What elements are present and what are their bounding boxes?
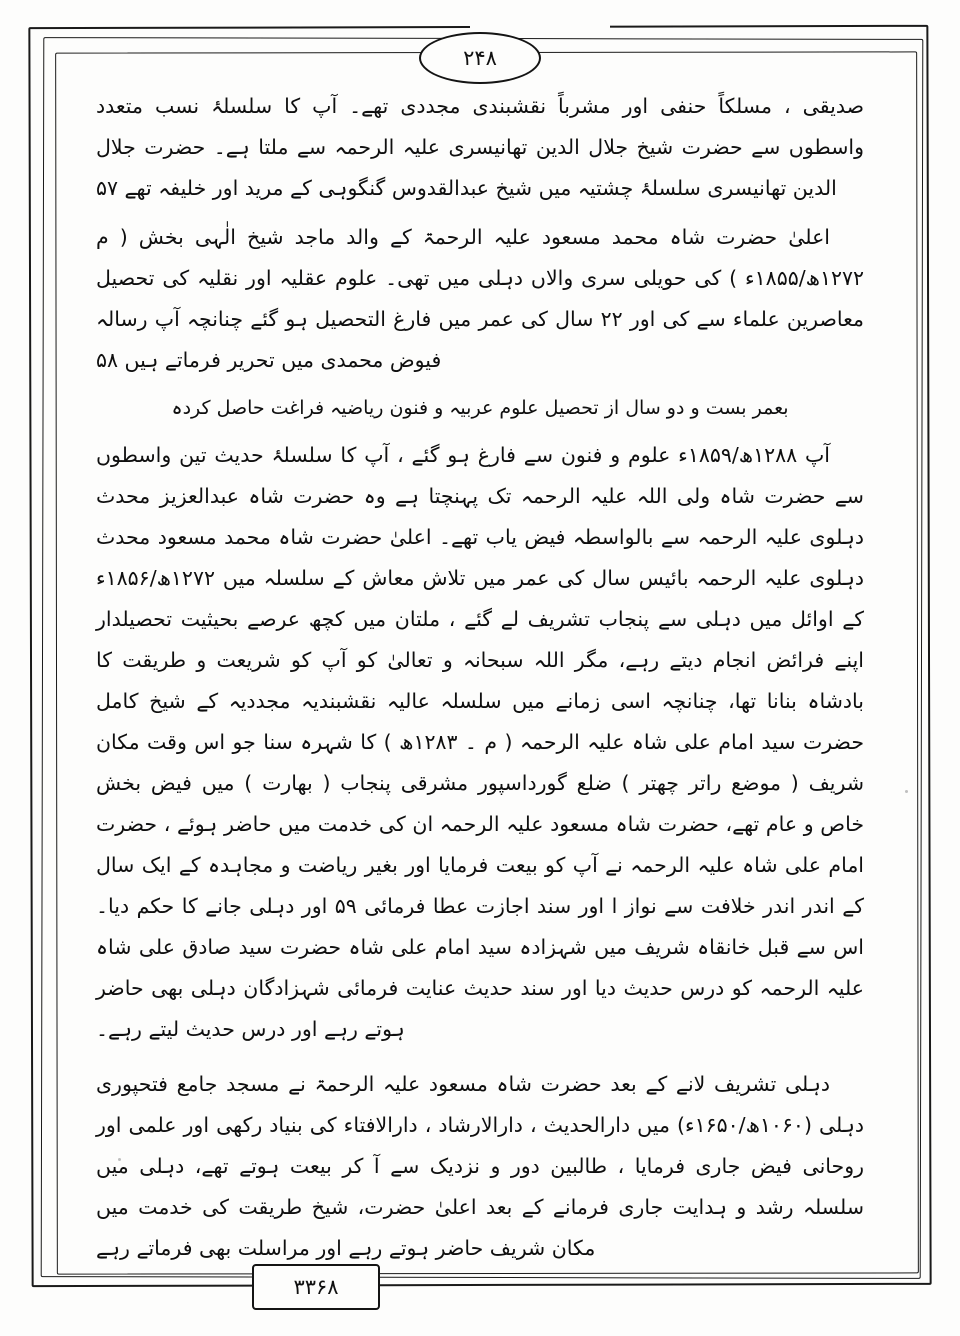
header-page-number: ۲۴۸ <box>419 32 541 84</box>
footer-page-number: ۳۳۶۸ <box>252 1264 380 1310</box>
paragraph-4: آپ ۱۲۸۸ھ/۱۸۵۹ء علوم و فنون سے فارغ ہو گئے ، آپ کا سلسلۂ حدیث تین واسطوں سے حضرت شاہ ولی اللہ علیہ الرحمہ تک پہنچتا ہے وہ حضرت شاہ عبدالعزیز محدث دہلوی علیہ الرحمہ سے بالواسطہ فیض یاب تھے۔ اعلیٰ حضرت شاہ محمد مسعود محدث دہلوی علیہ الرحمہ بائیس سال کی عمر میں تلاش معاش کے سلسلہ میں ۱۲۷۲ھ/۱۸۵۶ء کے اوائل میں دہلی سے پنجاب تشریف لے گئے ، ملتان میں کچھ عرصے بحیثیت تحصیلدار اپنے فرائض انجام دیتے رہے، مگر اللہ سبحانہ و تعالیٰ کو آپ کو شریعت و طریقت کا بادشاہ بنانا تھا، چنانچہ اسی زمانے میں سلسلہ عالیہ نقشبندیہ مجددیہ کے شیخ کامل حضرت سید امام علی شاہ علیہ الرحمہ ( م ۔ ۱۲۸۳ھ ) کا شہرہ سنا جو اس وقت مکان شریف ( موضع راتر چھتر ) ضلع گورداسپور مشرقی پنجاب ( بھارت ) میں فیض بخش خاص و عام تھے، حضرت شاہ مسعود علیہ الرحمہ ان کی خدمت میں حاضر ہوئے ، حضرت امام علی شاہ علیہ الرحمہ نے آپ کو بیعت فرمایا اور بغیر ریاضت و مجاہدہ کے ایک سال کے اندر اندر خلافت سے نواز ا اور سند اجازت عطا فرمائی ۵۹ اور دہلی جانے کا حکم دیا۔ اس سے قبل خانقاہ شریف میں شہزادہ سید امام علی شاہ حضرت سید صادق علی شاہ علیہ الرحمہ کو درس حدیث دیا اور سند حدیث عنایت فرمائی شہزادگان دہلی بھی حاضر ہوتے رہے اور درس حدیث لیتے رہے۔ <box>96 443 864 1041</box>
paragraph-2: اعلیٰ حضرت شاہ محمد مسعود علیہ الرحمۃ کے والد ماجد شیخ الٰہی بخش ( م ۱۲۷۲ھ/۱۸۵۵ء ) کی حویلی سری والاں دہلی میں تھی۔ علوم عقلیہ اور نقلیہ کی تحصیل معاصرین علماء سے کی اور ۲۲ سال کی عمر میں فارغ التحصیل ہو گئے چنانچہ آپ رسالہ فیوض محمدی میں تحریر فرماتے ہیں ۵۸ <box>96 225 865 372</box>
page-body <box>96 86 865 1260</box>
paragraph-5: دہلی تشریف لانے کے بعد حضرت شاہ مسعود علیہ الرحمۃ نے مسجد جامع فتحپوری دہلی (۱۰۶۰ھ/۱۶۵۰ء) میں دارالحدیث ، دارالارشاد ، دارالافتاء کی بنیاد رکھی اور علمی اور روحانی فیض جاری فرمایا ، طالبین دور و نزدیک سے آ کر بیعت ہوتے تھے، دہلی میں سلسلہ رشد و ہدایت جاری فرمانے کے بعد اعلیٰ حضرت، شیخ طریقت کی خدمت میں مکان شریف حاضر ہوتے رہے اور مراسلت بھی فرماتے رہے <box>96 1072 864 1260</box>
scan-speck <box>905 790 908 793</box>
paragraph-1: صدیقی ، مسلکاً حنفی اور مشرباً نقشبندی مجددی تھے۔ آپ کا سلسلۂ نسب متعدد واسطوں سے حضرت شیخ جلال الدین تھانیسری علیہ الرحمہ سے ملتا ہے۔ حضرت جلال الدین تھانیسری سلسلۂ چشتیہ میں شیخ عبدالقدوس گنگوہی کے مرید اور خلیفہ تھے ۵۷ <box>96 94 864 200</box>
paragraph-3-persian-quote: بعمر بست و دو سال از تحصیل علوم عربیہ و فنون ریاضیہ فراغت حاصل کردہ <box>171 397 789 419</box>
